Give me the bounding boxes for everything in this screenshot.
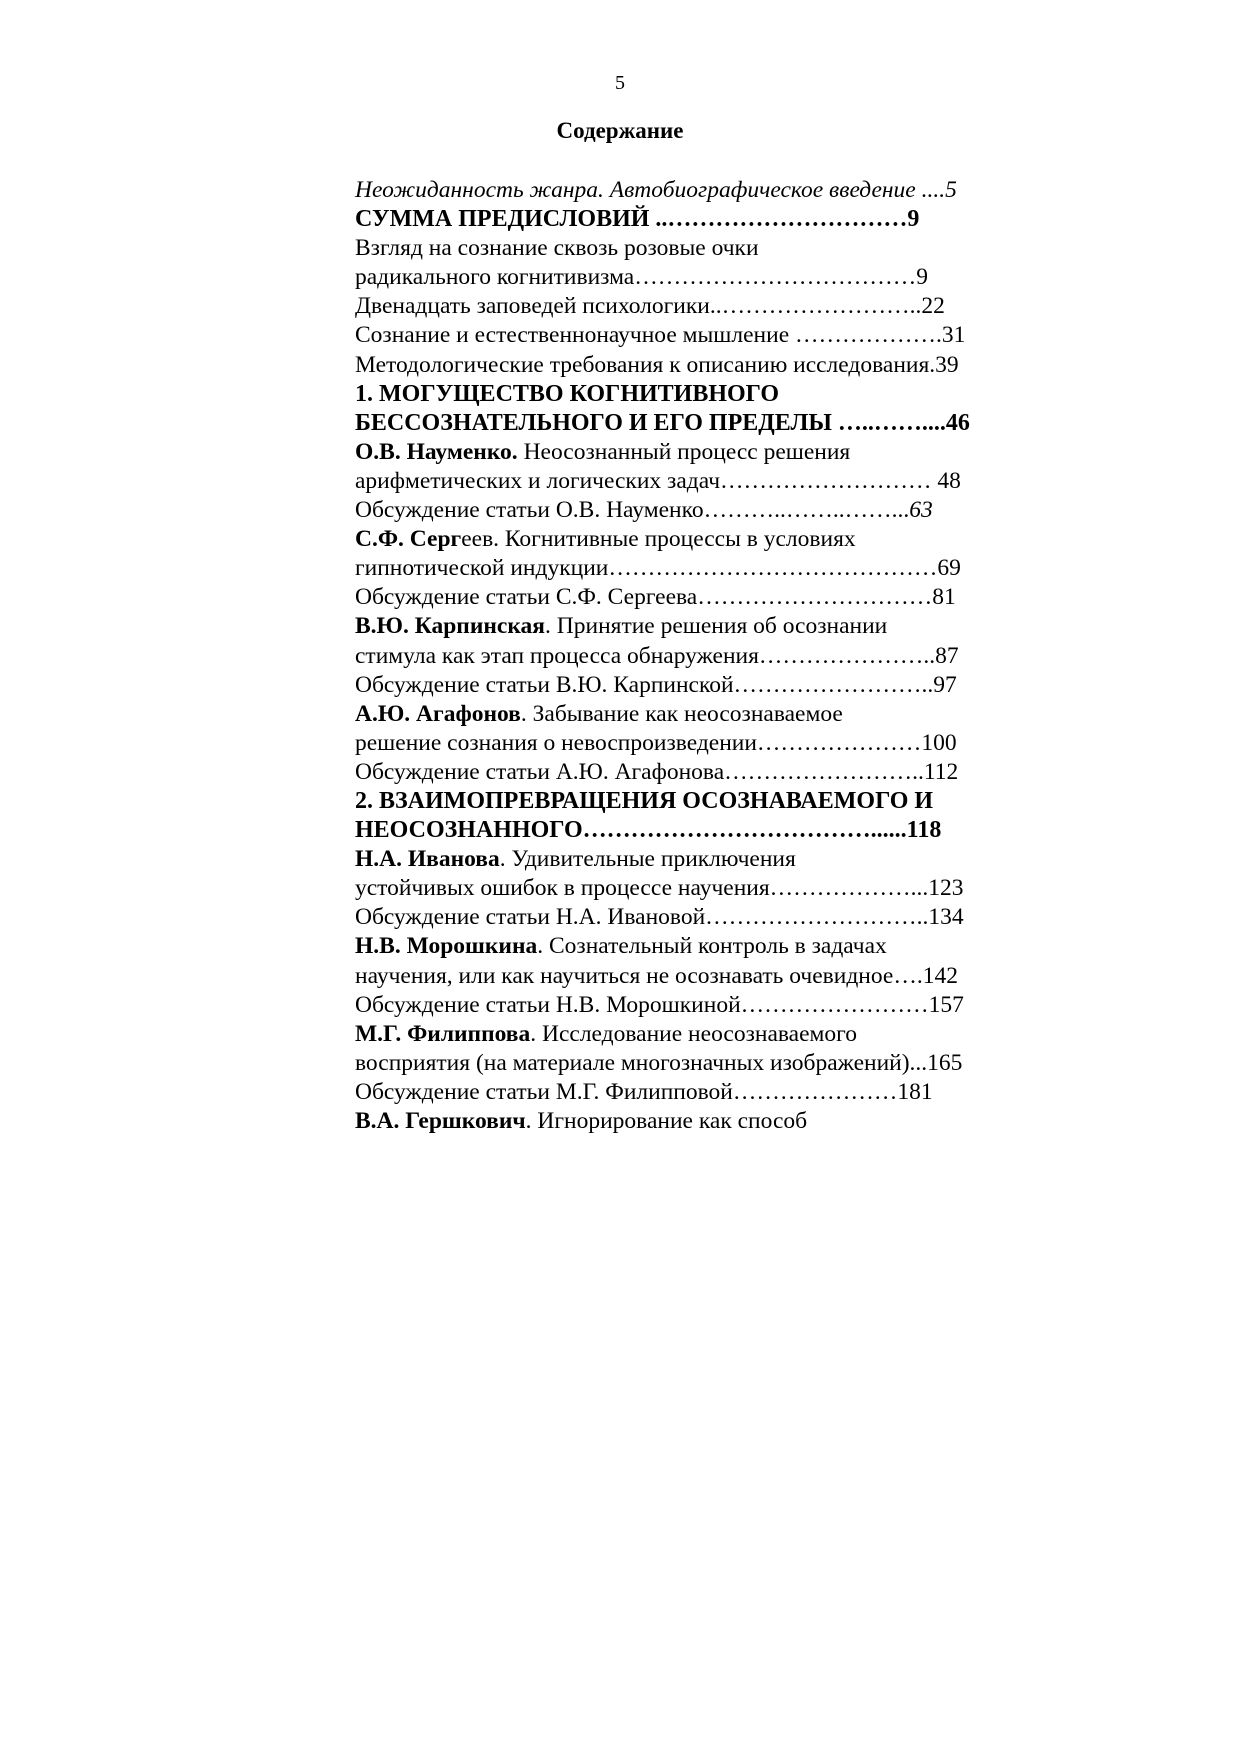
toc-text: Неожиданность жанра. Автобиографическое введение ....5 bbox=[355, 177, 957, 203]
toc-line bbox=[355, 612, 1005, 641]
toc-text: …..……....46 bbox=[831, 409, 970, 436]
toc-text: научения, или как научиться не осознавать очевидное….142 bbox=[355, 962, 958, 989]
toc-text: Обсуждение статьи Н.В. Морошкиной……………………157 bbox=[355, 991, 964, 1018]
toc-text: 2. ВЗАИМОПРЕВРАЩЕНИЯ ОСОЗНАВАЕМОГО И bbox=[355, 787, 934, 814]
toc-line bbox=[355, 1078, 1005, 1107]
toc-text: Обсуждение статьи Н.А. Ивановой………………………..134 bbox=[355, 904, 964, 931]
toc-text: Методологические требования к описанию исследования.39 bbox=[355, 351, 959, 378]
toc-line bbox=[355, 1020, 1005, 1049]
toc-line bbox=[355, 467, 1005, 496]
toc-text: С.Ф. Серг bbox=[355, 526, 462, 553]
toc-line bbox=[355, 787, 1005, 816]
toc-text: . Сознательный контроль в задачах bbox=[537, 933, 887, 960]
toc-text: . Удивительные приключения bbox=[499, 846, 796, 873]
toc-text: А.Ю. Агафонов bbox=[355, 700, 521, 727]
table-of-contents bbox=[355, 176, 1005, 1136]
toc-text: Сознание и естественнонаучное мышление ……………….31 bbox=[355, 322, 966, 349]
toc-text: стимула как этап процесса обнаружения…………………..87 bbox=[355, 642, 959, 669]
toc-line bbox=[355, 845, 1005, 874]
page-title: Содержание bbox=[556, 118, 684, 143]
toc-line bbox=[355, 525, 1005, 554]
toc-text: В.Ю. Карпинская bbox=[355, 613, 546, 640]
toc-text: ………………………………......118 bbox=[582, 817, 942, 844]
toc-text: Н.А. Иванова bbox=[355, 846, 500, 873]
toc-line bbox=[355, 729, 1005, 758]
toc-line bbox=[355, 292, 1005, 321]
toc-line bbox=[355, 409, 1005, 438]
toc-text: В.А. Гершкович bbox=[355, 1108, 526, 1134]
toc-line bbox=[355, 263, 1005, 292]
toc-line bbox=[355, 816, 1005, 845]
toc-text: НЕОСОЗНАННОГО bbox=[355, 817, 583, 844]
toc-line bbox=[355, 205, 1005, 234]
toc-line bbox=[355, 321, 1005, 350]
toc-line bbox=[355, 1107, 1005, 1136]
toc-line bbox=[355, 671, 1005, 700]
toc-text: . Исследование неосознаваемого bbox=[530, 1020, 857, 1047]
toc-line bbox=[355, 874, 1005, 903]
toc-text: . Игнорирование как способ bbox=[525, 1108, 808, 1134]
toc-line bbox=[355, 176, 1005, 205]
toc-line bbox=[355, 642, 1005, 671]
toc-text: Двенадцать заповедей психологики..……………………..22 bbox=[355, 293, 945, 320]
toc-line bbox=[355, 991, 1005, 1020]
toc-text: О.В. Науменко. bbox=[355, 438, 518, 465]
toc-line bbox=[355, 758, 1005, 787]
toc-text: Взгляд на сознание сквозь розовые очки bbox=[355, 235, 759, 262]
toc-text: Обсуждение статьи В.Ю. Карпинской……………………..97 bbox=[355, 671, 957, 698]
toc-text: БЕССОЗНАТЕЛЬНОГО И ЕГО ПРЕДЕЛЫ bbox=[355, 409, 832, 436]
toc-text: еев. Когнитивные процессы в условиях bbox=[461, 526, 856, 553]
toc-text: устойчивых ошибок в процессе научения………………...123 bbox=[355, 875, 964, 902]
toc-text: ..…………………………9 bbox=[649, 206, 920, 233]
toc-line bbox=[355, 1049, 1005, 1078]
toc-text: СУММА ПРЕДИСЛОВИЙ bbox=[355, 206, 650, 233]
toc-text: Обсуждение статьи О.В. Науменко………..……..……... bbox=[355, 497, 910, 524]
toc-text: Обсуждение статьи А.Ю. Агафонова……………………..112 bbox=[355, 758, 959, 785]
toc-line bbox=[355, 700, 1005, 729]
toc-text: Неосознанный процесс решения bbox=[517, 438, 851, 465]
toc-line bbox=[355, 380, 1005, 409]
toc-line bbox=[355, 351, 1005, 380]
toc-line bbox=[355, 932, 1005, 961]
toc-text: гипнотической индукции……………………………………69 bbox=[355, 555, 961, 582]
toc-line bbox=[355, 554, 1005, 583]
toc-line bbox=[355, 234, 1005, 263]
toc-text: арифметических и логических задач……………………… 48 bbox=[355, 467, 961, 494]
toc-line bbox=[355, 903, 1005, 932]
toc-line bbox=[355, 438, 1005, 467]
toc-text: восприятия (на материале многозначных изображений)...165 bbox=[355, 1049, 963, 1076]
toc-text: 63 bbox=[909, 497, 933, 524]
toc-text: . Принятие решения об осознании bbox=[545, 613, 888, 640]
toc-text: Н.В. Морошкина bbox=[355, 933, 538, 960]
toc-text: Обсуждение статьи М.Г. Филипповой…………………181 bbox=[355, 1078, 933, 1105]
toc-line bbox=[355, 496, 1005, 525]
page-number: 5 bbox=[615, 72, 625, 94]
toc-text: М.Г. Филиппова bbox=[355, 1020, 531, 1047]
toc-line bbox=[355, 583, 1005, 612]
toc-text: 1. МОГУЩЕСТВО КОГНИТИВНОГО bbox=[355, 380, 780, 407]
toc-text: решение сознания о невоспроизведении…………………100 bbox=[355, 729, 957, 756]
toc-text: Обсуждение статьи С.Ф. Сергеева…………………………81 bbox=[355, 584, 956, 611]
toc-line bbox=[355, 962, 1005, 991]
toc-text: радикального когнитивизма………………………………9 bbox=[355, 264, 928, 291]
toc-text: . Забывание как неосознаваемое bbox=[520, 700, 843, 727]
